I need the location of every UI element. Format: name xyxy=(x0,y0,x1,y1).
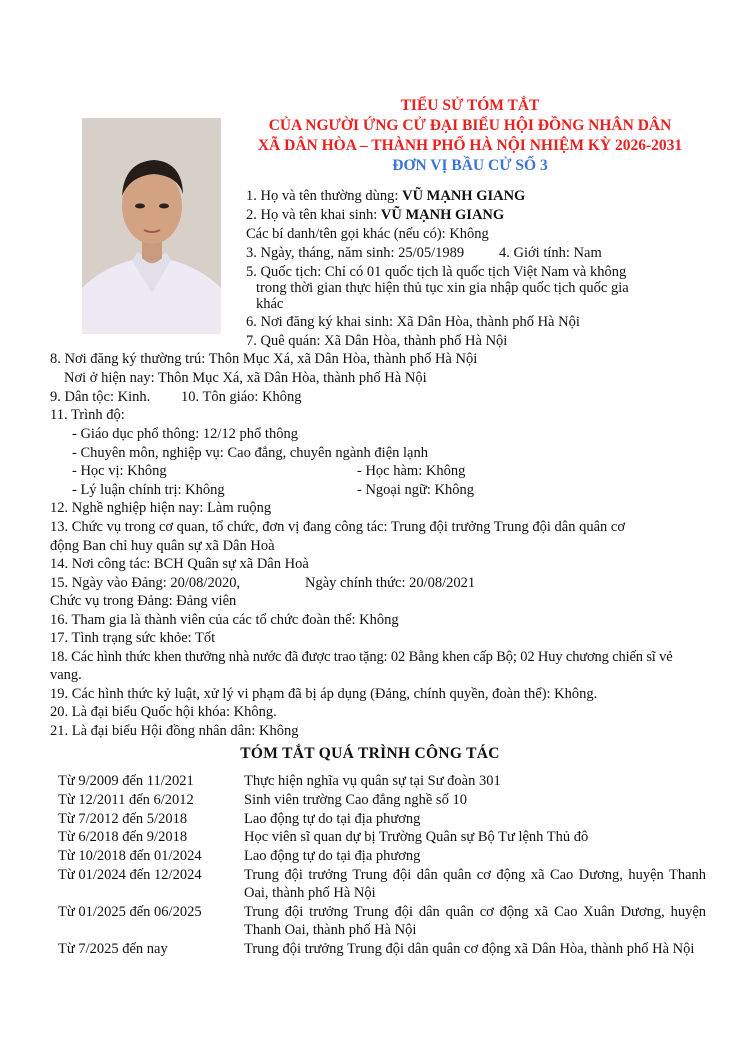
career-period: Từ 10/2018 đến 01/2024 xyxy=(58,848,202,864)
field-gender: 4. Giới tính: Nam xyxy=(499,245,602,261)
field-current-residence: Nơi ở hiện nay: Thôn Mục Xá, xã Dân Hòa, thành phố Hà Nội xyxy=(64,370,427,386)
field-peoples-council: 21. Là đại biểu Hội đồng nhân dân: Không xyxy=(50,723,299,739)
field-party-join-date: 15. Ngày vào Đảng: 20/08/2020, xyxy=(50,575,241,591)
header-election-unit: ĐƠN VỊ BẦU CỬ SỐ 3 xyxy=(392,157,548,174)
field-discipline: 19. Các hình thức kỷ luật, xử lý vi phạm đã bị áp dụng (Đảng, chính quyền, đoàn thể): Không. xyxy=(50,686,598,702)
career-description: Trung đội trưởng Trung đội dân quân cơ động xã Cao Xuân Dương, huyện Thanh Oai, thành phố Hà Nội xyxy=(244,904,706,938)
field-ethnicity: 9. Dân tộc: Kinh. xyxy=(50,389,151,405)
career-period: Từ 7/2012 đến 5/2018 xyxy=(58,811,188,827)
birth-name-label: 2. Họ và tên khai sinh: xyxy=(246,207,381,223)
field-common-name xyxy=(246,187,525,205)
career-description: Trung đội trưởng Trung đội dân quân cơ động xã Dân Hòa, thành phố Hà Nội xyxy=(244,941,695,957)
portrait-illustration xyxy=(82,118,221,334)
career-description: Lao động tự do tại địa phương xyxy=(244,811,421,827)
field-specialization: - Chuyên môn, nghiệp vụ: Cao đẳng, chuyên ngành điện lạnh xyxy=(72,445,428,461)
field-awards-line2: vang. xyxy=(50,667,82,683)
field-workplace: 14. Nơi công tác: BCH Quân sự xã Dân Hoà xyxy=(50,556,309,572)
field-nationality-line1: 5. Quốc tịch: Chỉ có 01 quốc tịch là quốc tịch Việt Nam và không xyxy=(246,264,627,280)
field-nationality-line2: trong thời gian thực hiện thủ tục xin gia nhập quốc tịch quốc gia xyxy=(256,280,629,296)
field-occupation: 12. Nghề nghiệp hiện nay: Làm ruộng xyxy=(50,500,272,516)
field-party-role: Chức vụ trong Đảng: Đảng viên xyxy=(50,593,237,609)
birth-name-value: VŨ MẠNH GIANG xyxy=(380,207,505,223)
field-birth-registration: 6. Nơi đăng ký khai sinh: Xã Dân Hòa, thành phố Hà Nội xyxy=(246,314,580,330)
field-birth-name xyxy=(246,206,504,224)
field-party-official-date: Ngày chính thức: 20/08/2021 xyxy=(305,575,476,591)
field-education-heading: 11. Trình độ: xyxy=(50,407,125,423)
field-organizations: 16. Tham gia là thành viên của các tổ chức đoàn thể: Không xyxy=(50,612,399,628)
common-name-label: 1. Họ và tên thường dùng: xyxy=(246,188,403,204)
field-permanent-residence: 8. Nơi đăng ký thường trú: Thôn Mục Xá, xã Dân Hòa, thành phố Hà Nội xyxy=(50,351,478,367)
field-hometown: 7. Quê quán: Xã Dân Hòa, thành phố Hà Nội xyxy=(246,333,508,349)
career-period: Từ 01/2024 đến 12/2024 xyxy=(58,867,202,883)
career-period: Từ 6/2018 đến 9/2018 xyxy=(58,829,188,845)
career-description: Trung đội trưởng Trung đội dân quân cơ động xã Cao Dương, huyện Thanh Oai, thành phố Hà Nội xyxy=(244,867,706,901)
field-alias: Các bí danh/tên gọi khác (nếu có): Không xyxy=(246,226,489,242)
header-locality: XÃ DÂN HÒA – THÀNH PHỐ HÀ NỘI NHIỆM KỲ 2026-2031 xyxy=(257,137,683,154)
field-health: 17. Tình trạng sức khỏe: Tốt xyxy=(50,630,216,646)
header-subtitle: CỦA NGƯỜI ỨNG CỬ ĐẠI BIỂU HỘI ĐỒNG NHÂN DÂN xyxy=(268,117,672,134)
field-political-theory: - Lý luận chính trị: Không xyxy=(72,482,225,498)
career-period: Từ 12/2011 đến 6/2012 xyxy=(58,792,194,808)
career-description: Sinh viên trường Cao đẳng nghề số 10 xyxy=(244,792,467,808)
field-national-assembly: 20. Là đại biểu Quốc hội khóa: Không. xyxy=(50,704,277,720)
header-title: TIỂU SỬ TÓM TẮT xyxy=(400,97,540,114)
field-foreign-language: - Ngoại ngữ: Không xyxy=(357,482,474,498)
field-position-line1: 13. Chức vụ trong cơ quan, tổ chức, đơn vị đang công tác: Trung đội trưởng Trung đội dân quân cơ xyxy=(50,519,625,535)
common-name-value: VŨ MẠNH GIANG xyxy=(402,188,526,204)
career-section-title: TÓM TẮT QUÁ TRÌNH CÔNG TÁC xyxy=(240,745,500,762)
candidate-portrait-photo xyxy=(82,118,221,334)
field-academic-title: - Học hàm: Không xyxy=(357,463,466,479)
career-description: Học viên sĩ quan dự bị Trường Quân sự Bộ Tư lệnh Thủ đô xyxy=(244,829,589,845)
document-header xyxy=(230,96,710,176)
career-period: Từ 9/2009 đến 11/2021 xyxy=(58,773,194,789)
field-position-line2: động Ban chỉ huy quân sự xã Dân Hoà xyxy=(50,538,275,554)
field-date-of-birth: 3. Ngày, tháng, năm sinh: 25/05/1989 xyxy=(246,245,465,261)
field-awards-line1: 18. Các hình thức khen thưởng nhà nước đã được trao tặng: 02 Bằng khen cấp Bộ; 02 Huy chương chiến sĩ vẻ xyxy=(50,649,673,665)
field-nationality-line3: khác xyxy=(256,296,284,312)
career-period: Từ 7/2025 đến nay xyxy=(58,941,168,957)
field-general-education: - Giáo dục phổ thông: 12/12 phổ thông xyxy=(72,426,298,442)
field-religion: 10. Tôn giáo: Không xyxy=(181,389,302,405)
career-period: Từ 01/2025 đến 06/2025 xyxy=(58,904,202,920)
career-description: Lao động tự do tại địa phương xyxy=(244,848,421,864)
career-description: Thực hiện nghĩa vụ quân sự tại Sư đoàn 301 xyxy=(244,773,501,789)
field-academic-degree: - Học vị: Không xyxy=(72,463,167,479)
